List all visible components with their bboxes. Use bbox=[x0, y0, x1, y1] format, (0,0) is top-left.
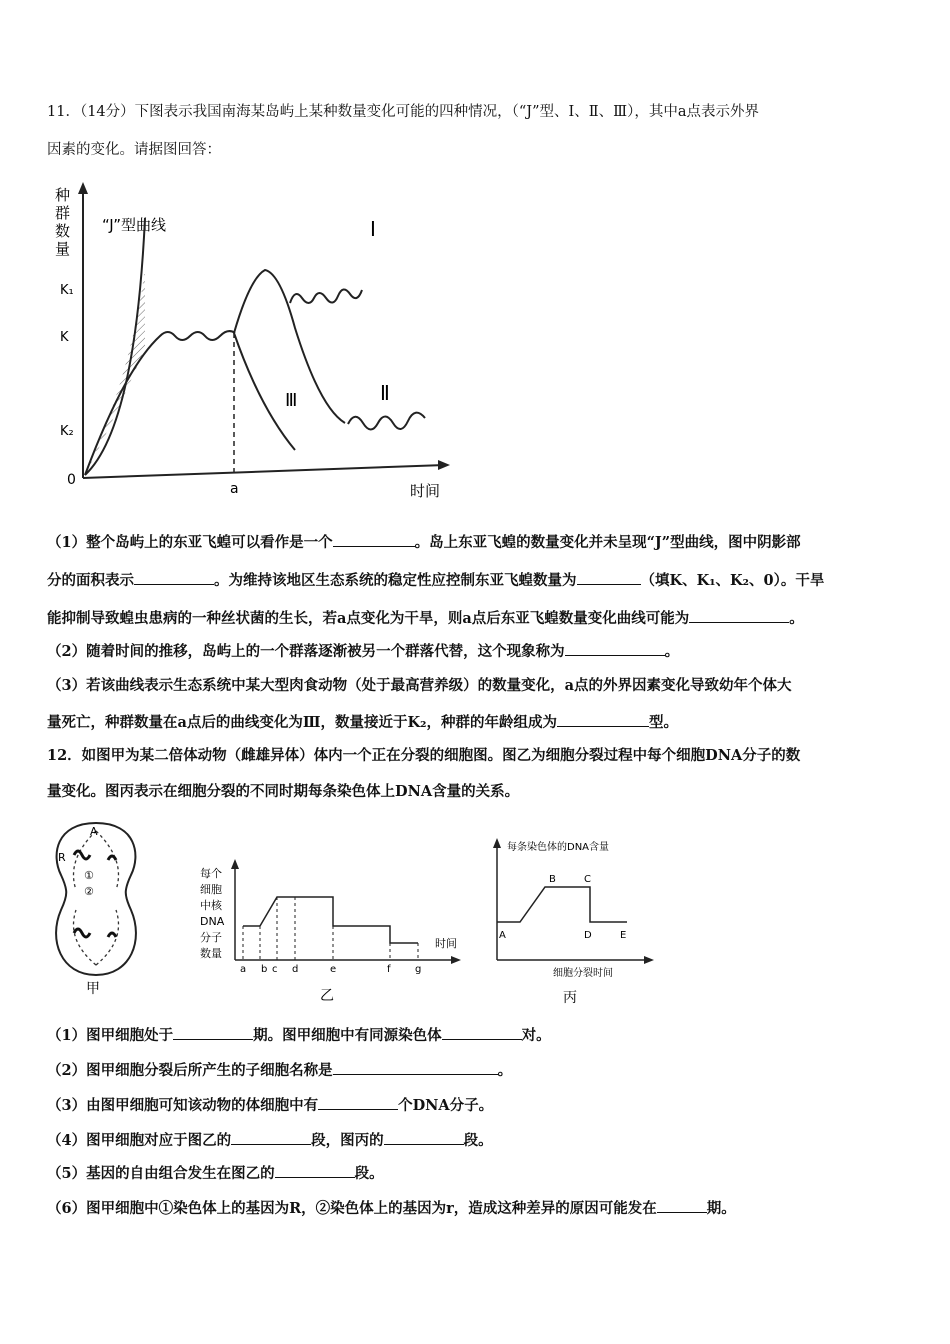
y-label-3: 数 bbox=[55, 222, 71, 240]
curve-II-label: Ⅱ bbox=[380, 381, 390, 405]
yi-tick-g: g bbox=[415, 964, 422, 975]
q12-s3: （3）由图甲细胞可知该动物的体细胞中有 个DNA分子。 bbox=[47, 1097, 494, 1114]
bing-ylabel: 每条染色体的DNA含量 bbox=[507, 842, 610, 853]
bing-pt-A: A bbox=[499, 930, 506, 941]
q12-header-cont: 量变化。图丙表示在细胞分裂的不同时期每条染色体上DNA含量的关系。 bbox=[47, 783, 520, 800]
k-label: K bbox=[60, 330, 69, 345]
bing-pt-E: E bbox=[620, 930, 627, 941]
k1-label: K₁ bbox=[60, 283, 74, 298]
bing-xlabel: 细胞分裂时间 bbox=[553, 968, 613, 979]
y-label-4: 量 bbox=[55, 240, 71, 258]
jia-A: A bbox=[90, 825, 98, 838]
fig-bing-chart bbox=[485, 830, 660, 1005]
yi-xlabel: 时间 bbox=[435, 937, 457, 950]
q11-p1-line2: 分的面积表示 。为维持该地区生态系统的稳定性应控制东亚飞蝗数量为 （填K、K₁、K₂、0）。干旱 bbox=[47, 572, 825, 589]
answer-blank[interactable] bbox=[231, 1130, 311, 1145]
answer-blank[interactable] bbox=[134, 570, 214, 585]
yi-tick-b: b bbox=[261, 964, 268, 975]
bing-label: 丙 bbox=[563, 990, 577, 1005]
yi-ylabel-1: 每个 bbox=[200, 867, 222, 880]
yi-line bbox=[243, 897, 418, 943]
q11-p3-line2: 量死亡，种群数量在a点后的曲线变化为Ⅲ，数量接近于K₂，种群的年龄组成为 型。 bbox=[47, 714, 679, 731]
yi-tick-f: f bbox=[387, 964, 391, 975]
cell-outline bbox=[56, 823, 136, 975]
bing-line bbox=[497, 887, 627, 922]
q12-s6: （6）图甲细胞中①染色体上的基因为R，②染色体上的基因为r，造成这种差异的原因可能发在 期。 bbox=[47, 1200, 736, 1217]
yi-ylabel-5: 分子 bbox=[200, 931, 222, 944]
q11-p1-line1: （1）整个岛屿上的东亚飞蝗可以看作是一个 。岛上东亚飞蝗的数量变化并未呈现“J”型曲线，图中阴影部 bbox=[47, 534, 801, 551]
yi-ylabel-3: 中核 bbox=[200, 899, 222, 912]
q12-header: 12．如图甲为某二倍体动物（雌雄异体）体内一个正在分裂的细胞图。图乙为细胞分裂过程中每个细胞DNA分子的数 bbox=[47, 747, 801, 764]
q11-header: 11．（14分）下图表示我国南海某岛屿上某种数量变化可能的四种情况，（“J”型、Ⅰ、Ⅱ、Ⅲ），其中a点表示外界 bbox=[47, 104, 759, 120]
q11-p3-line1: （3）若该曲线表示生态系统中某大型肉食动物（处于最高营养级）的数量变化，a点的外界因素变化导致幼年个体大 bbox=[47, 677, 792, 694]
jia-label: 甲 bbox=[86, 981, 100, 995]
answer-blank[interactable] bbox=[557, 712, 649, 727]
curve-I-label: Ⅰ bbox=[370, 217, 376, 241]
bing-pt-D: D bbox=[584, 930, 592, 941]
answer-blank[interactable] bbox=[565, 641, 665, 656]
x-label: 时间 bbox=[410, 482, 441, 500]
q11-p1-line3: 能抑制导致蝗虫患病的一种丝状菌的生长，若a点变化为干旱，则a点后东亚飞蝗数量变化曲线可能为 。 bbox=[47, 610, 804, 627]
fig-jia-cell bbox=[46, 815, 166, 995]
answer-blank[interactable] bbox=[657, 1198, 707, 1213]
yi-tick-e: e bbox=[330, 964, 337, 975]
a-label: a bbox=[230, 481, 239, 497]
answer-blank[interactable] bbox=[275, 1163, 355, 1178]
curve-I bbox=[290, 289, 362, 303]
bing-pt-B: B bbox=[549, 874, 556, 885]
answer-blank[interactable] bbox=[577, 570, 641, 585]
answer-blank[interactable] bbox=[442, 1025, 522, 1040]
yi-ylabel-6: 数量 bbox=[200, 947, 222, 960]
jia-circ1: ① bbox=[84, 869, 94, 882]
yi-label: 乙 bbox=[320, 988, 334, 1004]
answer-blank[interactable] bbox=[689, 608, 789, 623]
q11-population-graph bbox=[50, 178, 460, 503]
s-curve bbox=[85, 331, 235, 475]
yi-ylabel-2: 细胞 bbox=[200, 883, 222, 896]
curve-III-label: Ⅲ bbox=[285, 390, 298, 411]
answer-blank[interactable] bbox=[173, 1025, 253, 1040]
yi-tick-a: a bbox=[240, 964, 247, 975]
origin-label: 0 bbox=[67, 472, 76, 488]
jia-R: R bbox=[58, 851, 66, 864]
q11-p2: （2）随着时间的推移，岛屿上的一个群落逐渐被另一个群落代替，这个现象称为 。 bbox=[47, 643, 680, 660]
answer-blank[interactable] bbox=[333, 532, 415, 547]
y-label-1: 种 bbox=[55, 186, 71, 204]
answer-blank[interactable] bbox=[384, 1130, 464, 1145]
k2-label: K₂ bbox=[60, 424, 74, 439]
j-curve-label: “J”型曲线 bbox=[102, 216, 167, 234]
y-label-2: 群 bbox=[55, 204, 71, 222]
jia-circ2: ② bbox=[84, 885, 94, 898]
q12-s1: （1）图甲细胞处于 期。图甲细胞中有同源染色体 对。 bbox=[47, 1027, 551, 1044]
answer-blank[interactable] bbox=[333, 1060, 498, 1075]
answer-blank[interactable] bbox=[318, 1095, 398, 1110]
q12-s2: （2）图甲细胞分裂后所产生的子细胞名称是 。 bbox=[47, 1062, 513, 1079]
yi-tick-c: c bbox=[272, 964, 278, 975]
q11-header-cont: 因素的变化。请据图回答： bbox=[47, 142, 221, 158]
yi-tick-d: d bbox=[292, 964, 299, 975]
fig-yi-chart bbox=[195, 855, 470, 1005]
bing-pt-C: C bbox=[584, 874, 591, 885]
q12-s4: （4）图甲细胞对应于图乙的 段，图丙的 段。 bbox=[47, 1132, 493, 1149]
yi-ylabel-4: DNA bbox=[200, 915, 225, 928]
q12-s5: （5）基因的自由组合发生在图乙的 段。 bbox=[47, 1165, 384, 1182]
curve-II bbox=[348, 413, 425, 430]
